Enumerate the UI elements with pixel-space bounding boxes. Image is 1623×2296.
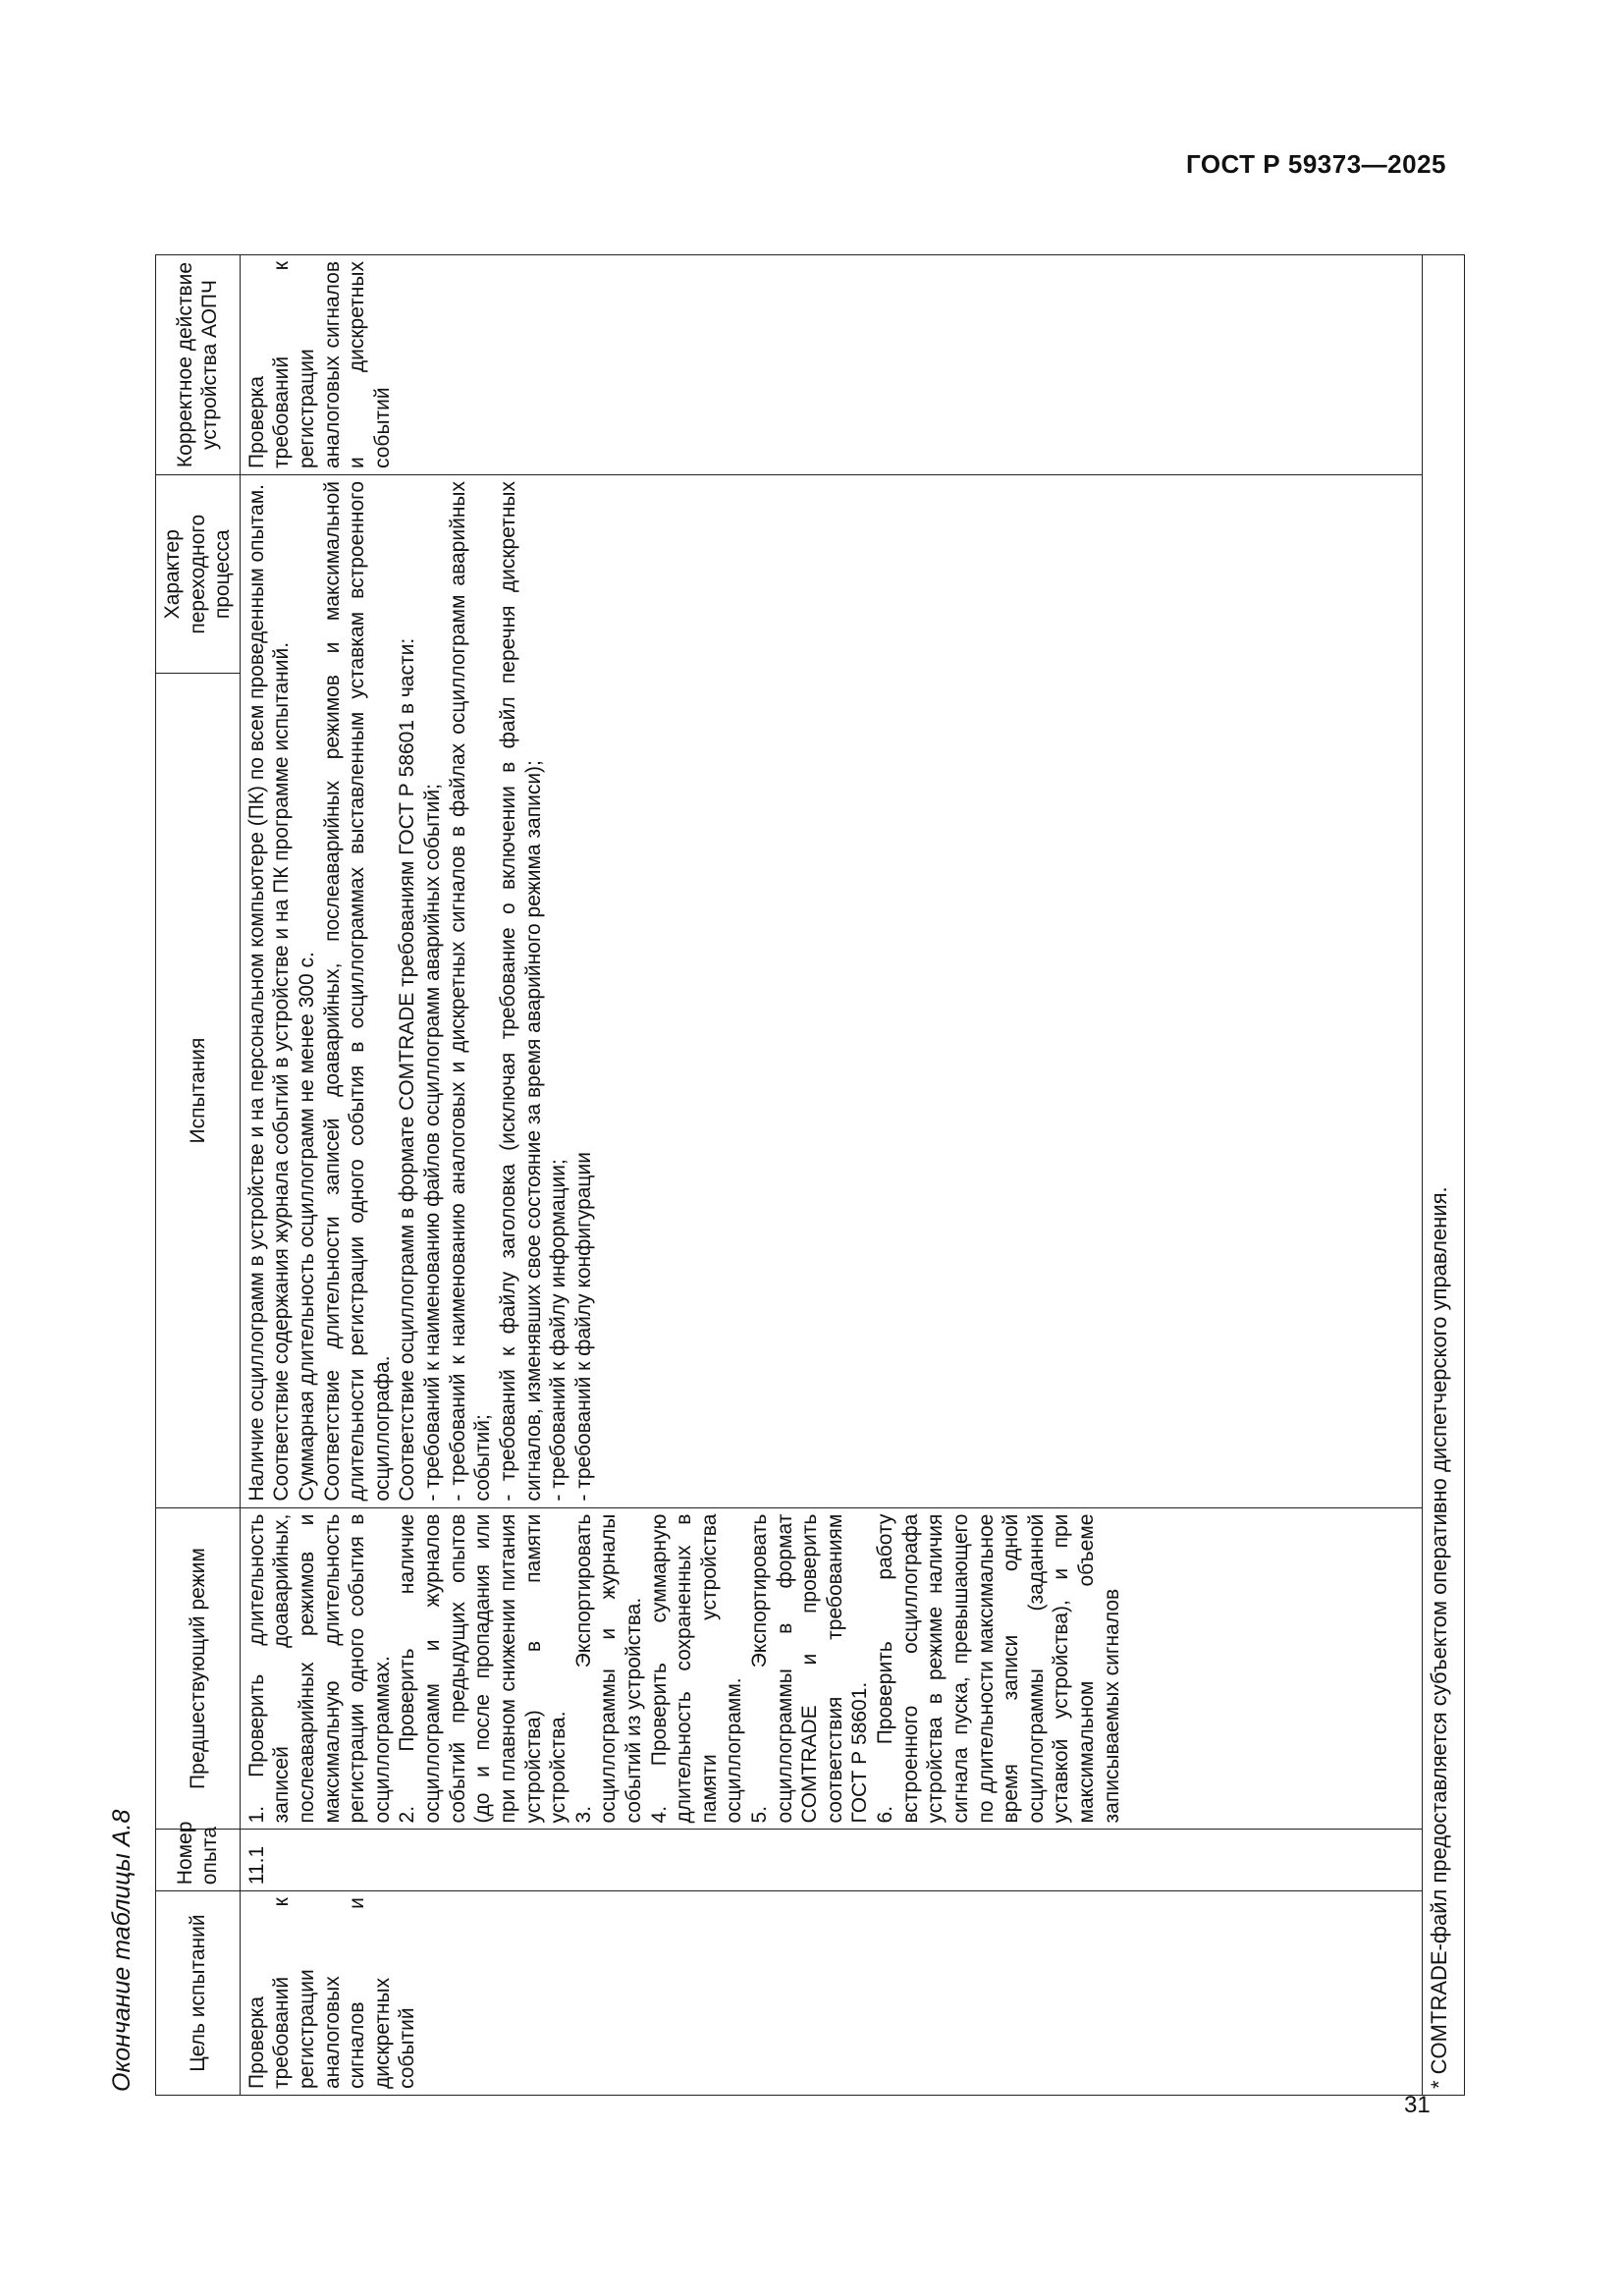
page-number: 31 (1404, 2092, 1431, 2118)
col-header-correct-action: Корректное действие устройства АОПЧ (156, 255, 241, 475)
table-footnote: * COMTRADE-файл предоставляется субъектом оперативно диспетчерского управления. (1422, 255, 1464, 2096)
cell-tests (240, 474, 1422, 1507)
rotated-table-block (108, 226, 1451, 2131)
prior-mode-item: 3. Экспортировать осциллограммы и журналы событий из устройства. (571, 1513, 645, 1824)
test-item: - требований к наименованию файлов осциллограмм аварийных событий; (421, 784, 445, 1502)
cell-number: 11.1 (240, 1830, 1422, 1891)
col-header-tests: Испытания (156, 674, 241, 1507)
col-header-prior-mode: Предшествующий режим (156, 1507, 241, 1830)
prior-mode-item: 6. Проверить работу встроенного осциллографа устройства в режиме наличия сигнала пуска, превышающего по длительности максимальное время записи одной осциллограммы (заданной уставкой устройства), и при максимальном объеме записываемых сигналов (874, 1513, 1123, 1824)
prior-mode-item: 2. Проверить наличие осциллограмм и журналов событий предыдущих опытов (до и после пропадания или при плавном снижении питания устройства) в памяти устройства. (396, 1513, 570, 1824)
prior-mode-item: 4. Проверить суммарную длительность сохраненных в памяти устройства осциллограмм. (647, 1513, 746, 1824)
header-row (156, 255, 241, 2096)
cell-goal: Проверка требований к регистрации аналоговых сигналов и дискретных событий (240, 1891, 1422, 2096)
col-header-goal: Цель испытаний (156, 1891, 241, 2096)
test-item: - требований к наименованию аналоговых и дискретных сигналов в файлах осциллограмм аварийных событий; (446, 480, 495, 1502)
footnote-row (1422, 255, 1464, 2096)
prior-mode-item: 5. Экспортировать осциллограммы в формат COMTRADE и проверить соответствия требованиям ГОСТ Р 58601. (748, 1513, 872, 1824)
test-item: - требований к файлу конфигурации (571, 1152, 595, 1502)
test-item: Наличие осциллограмм в устройстве и на персональном компьютере (ПК) по всем проведенным опытам. (244, 484, 268, 1502)
prior-mode-item: 1. Проверить длительность записей доаварийных, послеаварийных режимов и максимальную длительность регистрации одного события в осциллограммах. (244, 1513, 394, 1824)
test-item: Соответствие длительности записей доаварийных, послеаварийных режимов и максимальной длительности регистрации одного события в осциллограммах выставленным уставкам встроенного осциллографа. (320, 480, 394, 1502)
cell-correct-action: Проверка требований к регистрации аналоговых сигналов и дискретных событий (240, 255, 1422, 475)
col-header-transient: Характер переходного процесса (156, 474, 241, 673)
test-item: Соответствие осциллограмм в формате COMTRADE требованиям ГОСТ Р 58601 в части: (396, 637, 419, 1502)
test-item: - требований к файлу заголовка (исключая требование о включении в файл перечня дискретных сигналов, изменявших свое состояние за время аварийного режима записи); (496, 480, 545, 1502)
test-table (155, 254, 1465, 2096)
test-item: Соответствие содержания журнала событий в устройстве и на ПК программе испытаний. (270, 641, 294, 1502)
standard-code: ГОСТ Р 59373—2025 (1185, 149, 1446, 179)
table-row (240, 255, 1422, 2096)
table-caption: Окончание таблицы А.8 (108, 1809, 135, 2092)
col-header-number: Номер опыта (156, 1830, 241, 1891)
cell-prior-mode (240, 1507, 1422, 1830)
test-item: Суммарная длительность осциллограмм не менее 300 с. (296, 952, 319, 1502)
test-item: - требований к файлу информации; (547, 1159, 570, 1502)
